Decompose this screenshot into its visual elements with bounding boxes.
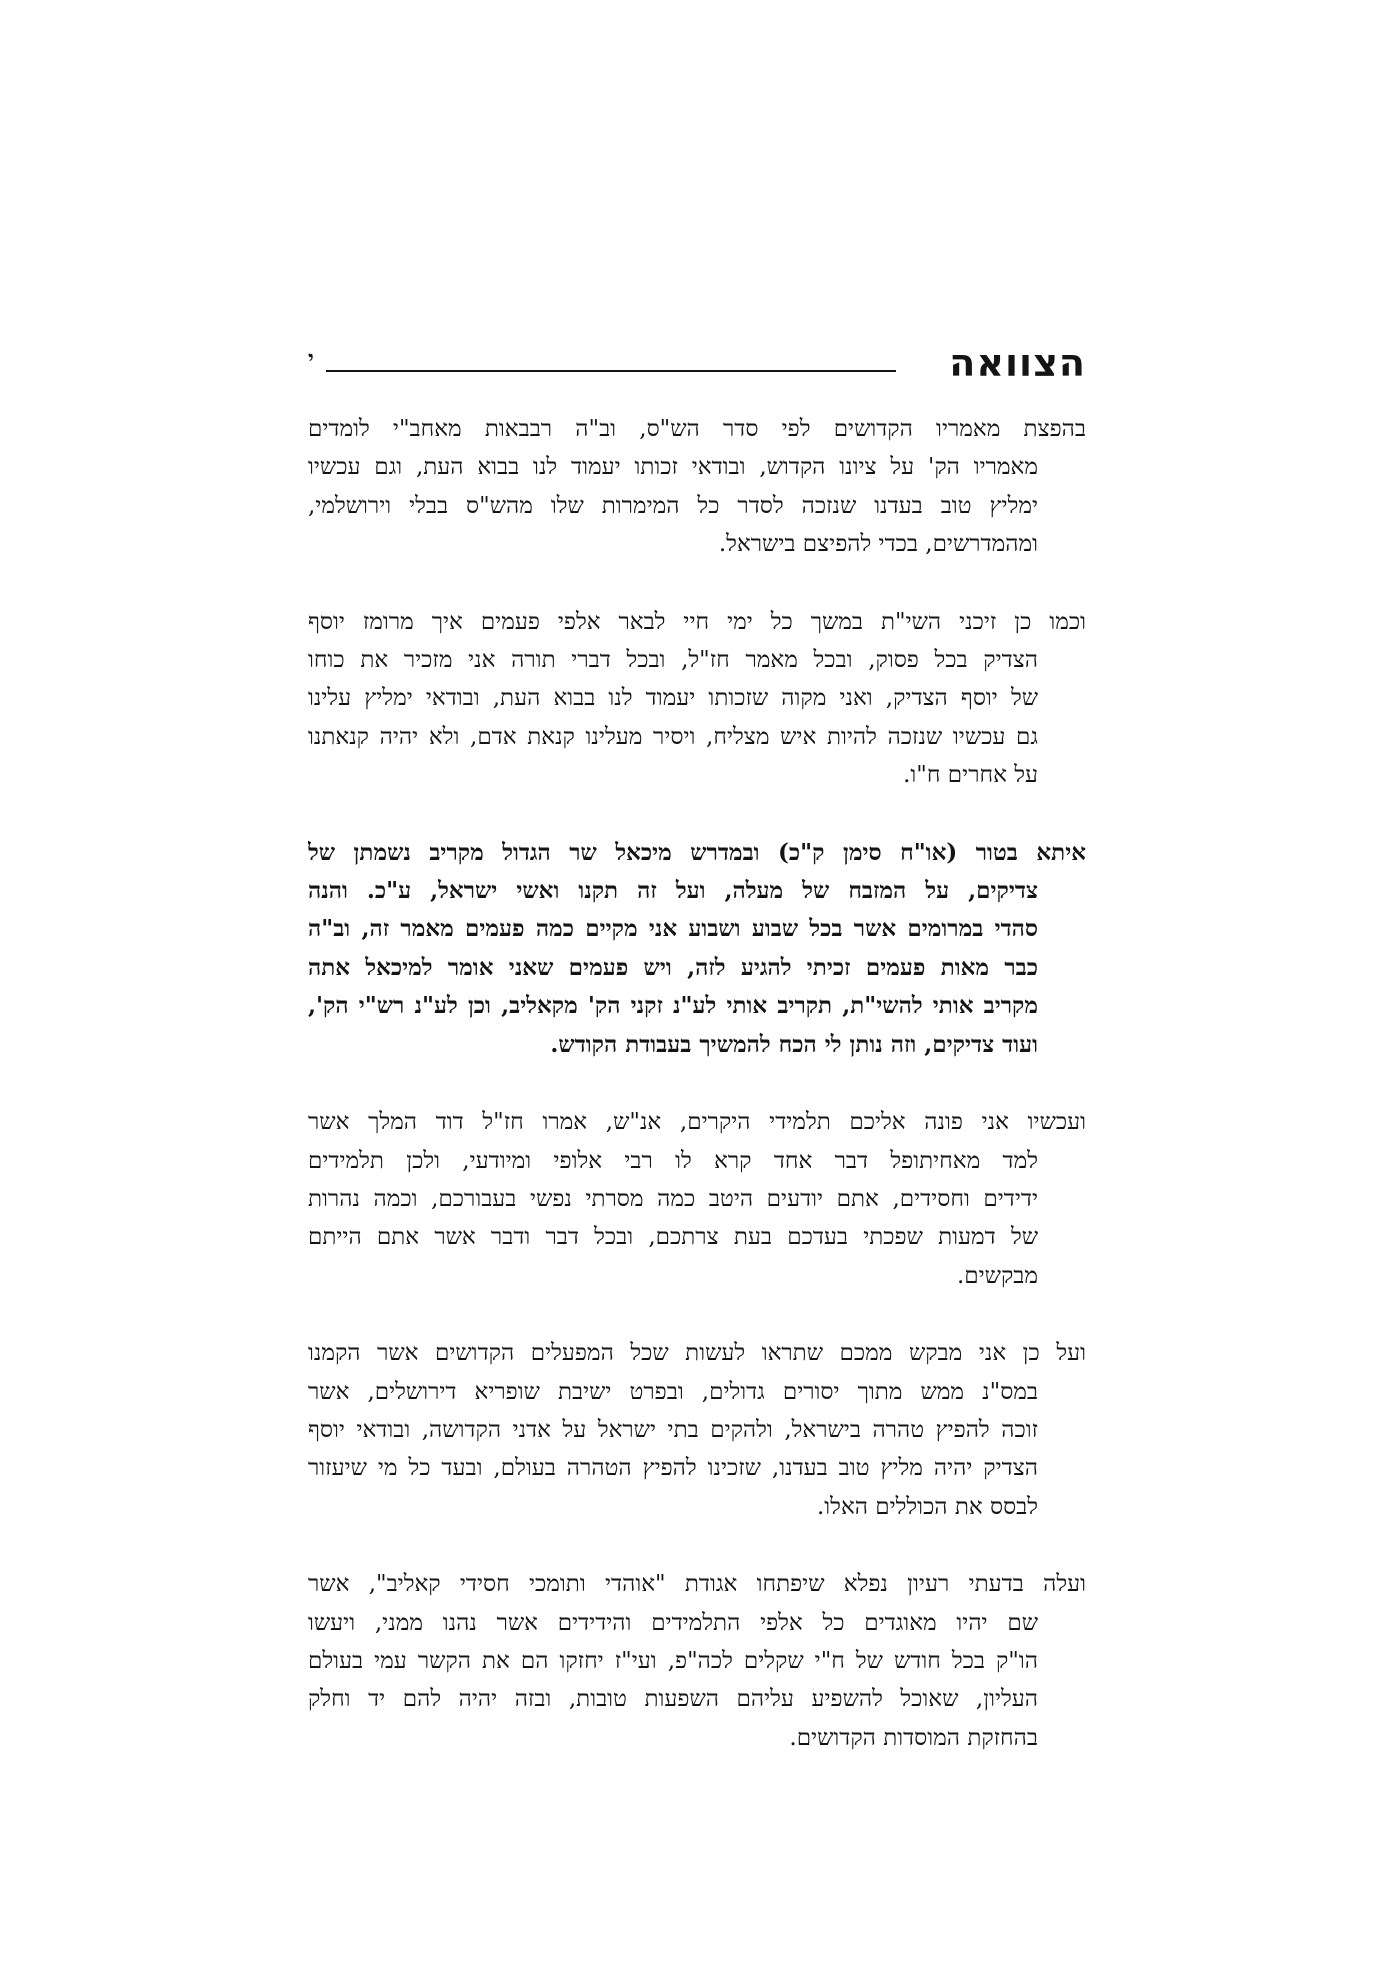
text-line: הצדיק בכל פסוק, ובכל מאמר חז"ל, ובכל דברי תורה אני מזכיר את כוחו	[308, 647, 1038, 674]
text-line: ימליץ טוב בעדנו שנזכה לסדר כל המימרות שלו מהש"ס בבלי וירושלמי,	[308, 492, 1038, 519]
text-line: על אחרים ח"ו.	[903, 762, 1038, 789]
text-line: צדיקים, על המזבח של מעלה, ועל זה תקנו ואשי ישראל, ע"כ. והנה	[308, 877, 1038, 905]
text-line: סהדי במרומים אשר בכל שבוע ושבוע אני מקיים כמה פעמים מאמר זה, וב"ה	[308, 915, 1038, 943]
text-line: הו"ק בכל חודש של ח"י שקלים לכה"פ, ועי"ז יחזקו הם את הקשר עמי בעולם	[308, 1647, 1038, 1674]
text-line: ועלה בדעתי רעיון נפלא שיפתחו אגודת "אוהדי ותומכי חסידי קאליב", אשר	[308, 1571, 1086, 1598]
text-line: איתא בטור (או"ח סימן ק"כ) ובמדרש מיכאל שר הגדול מקריב נשמתן של	[308, 838, 1086, 866]
text-line: שם יהיו מאוגדים כל אלפי התלמידים והידידים אשר נהנו ממני, ויעשו	[308, 1609, 1038, 1636]
paragraph	[308, 1565, 1086, 1757]
text-line: גם עכשיו שנזכה להיות איש מצליח, ויסיר מעלינו קנאת אדם, ולא יהיה קנאתנו	[308, 723, 1038, 750]
text-line: כבר מאות פעמים זכיתי להגיע לזה, ויש פעמים שאני אומר למיכאל אתה	[308, 953, 1038, 981]
text-line: של יוסף הצדיק, ואני מקוה שזכותו יעמוד לנו בבוא העת, ובודאי ימליץ עלינו	[308, 685, 1038, 712]
text-line: ומהמדרשים, בכדי להפיצם בישראל.	[718, 531, 1038, 558]
paragraph	[308, 410, 1086, 564]
paragraph	[308, 834, 1086, 1064]
text-line: הצדיק יהיה מליץ טוב בעדנו, שזכינו להפיץ הטהרה בעולם, ובעד כל מי שיעזור	[308, 1455, 1038, 1482]
text-line: בהחזקת המוסדות הקדושים.	[789, 1724, 1038, 1751]
text-line: ועכשיו אני פונה אליכם תלמידי היקרים, אנ"ש, אמרו חז"ל דוד המלך אשר	[308, 1109, 1086, 1136]
text-line: וכמו כן זיכני השי"ת במשך כל ימי חיי לבאר אלפי פעמים איך מרומז יוסף	[308, 608, 1086, 635]
header-rule-divider	[326, 370, 896, 372]
body-text	[308, 410, 1086, 1796]
text-line: בהפצת מאמריו הקדושים לפי סדר הש"ס, וב"ה רבבאות מאחב"י לומדים	[308, 416, 1086, 442]
text-line: ועל כן אני מבקש ממכם שתראו לעשות שכל המפעלים הקדושים אשר הקמנו	[308, 1340, 1086, 1367]
text-line: מקריב אותי להשי"ת, תקריב אותי לע"נ זקני הק' מקאליב, וכן לע"נ רש"י הק',	[308, 992, 1038, 1020]
text-line: ידידים וחסידים, אתם יודעים היטב כמה מסרתי נפשי בעבורכם, וכמה נהרות	[308, 1185, 1038, 1212]
text-line: זוכה להפיץ טהרה בישראל, ולהקים בתי ישראל על אדני הקדושה, ובודאי יוסף	[308, 1416, 1038, 1443]
text-line: למד מאחיתופל דבר אחד קרא לו רבי אלופי ומיודעי, ולכן תלמידים	[308, 1147, 1038, 1174]
text-line: של דמעות שפכתי בעדכם בעת צרתכם, ובכל דבר ודבר אשר אתם הייתם	[308, 1224, 1038, 1251]
text-line: העליון, שאוכל להשפיע עליהם השפעות טובות, ובזה יהיה להם יד וחלק	[308, 1686, 1038, 1713]
text-line: לבסס את הכוללים האלו.	[816, 1493, 1038, 1520]
running-header	[308, 340, 1086, 390]
paragraph	[308, 1334, 1086, 1526]
paragraph	[308, 1103, 1086, 1295]
text-line: מבקשים.	[956, 1262, 1038, 1289]
text-line: במס"נ ממש מתוך יסורים גדולים, ובפרט ישיבת שופריא דירושלים, אשר	[308, 1378, 1038, 1405]
running-header-title: הצוואה	[949, 341, 1086, 385]
text-line: מאמריו הק' על ציונו הקדוש, ובודאי זכותו יעמוד לנו בבוא העת, וגם עכשיו	[308, 454, 1038, 481]
text-line: ועוד צדיקים, וזה נותן לי הכח להמשיך בעבודת הקודש.	[550, 1030, 1038, 1058]
page-number: י	[308, 346, 314, 372]
paragraph	[308, 603, 1086, 795]
